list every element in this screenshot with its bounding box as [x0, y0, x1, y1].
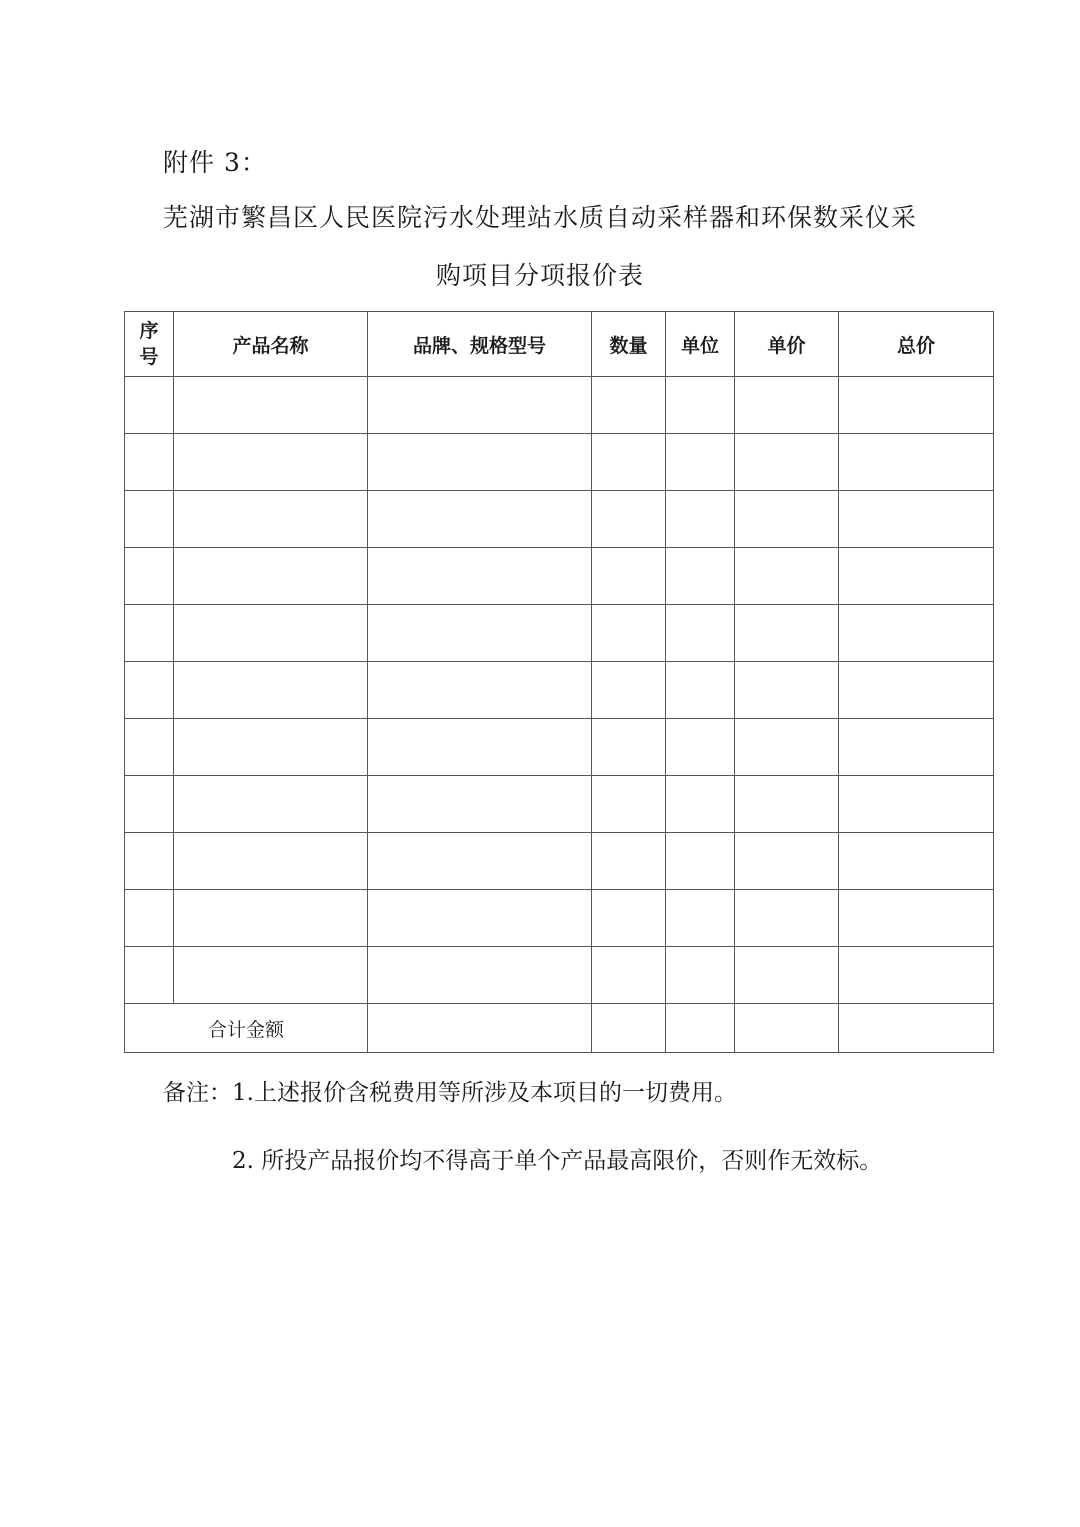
- table-cell: [125, 833, 174, 890]
- table-header-row: [125, 312, 994, 377]
- table-cell: [592, 776, 666, 833]
- table-cell: [666, 890, 735, 947]
- table-cell: [839, 548, 994, 605]
- table-cell: [735, 377, 839, 434]
- col-header-qty: 数量: [592, 312, 666, 377]
- table-cell: [174, 548, 368, 605]
- doc-title-line1: 芜湖市繁昌区人民医院污水处理站水质自动采样器和环保数采仪采: [162, 203, 917, 232]
- table-row: [125, 491, 994, 548]
- attachment-label: 附件 3：: [163, 148, 267, 177]
- table-cell: [125, 662, 174, 719]
- table-cell: [592, 947, 666, 1004]
- table-cell: [592, 833, 666, 890]
- table-cell: [174, 947, 368, 1004]
- table-cell: [368, 890, 592, 947]
- table-cell: [368, 1004, 592, 1053]
- table-cell: [839, 719, 994, 776]
- table-total-row: [125, 1004, 994, 1053]
- note-line-1: 备注：1.上述报价含税费用等所涉及本项目的一切费用。: [163, 1080, 737, 1106]
- table-cell: [592, 890, 666, 947]
- table-cell: [174, 833, 368, 890]
- table-cell: [368, 776, 592, 833]
- table-cell: [592, 491, 666, 548]
- col-header-name: 产品名称: [174, 312, 368, 377]
- table-cell: [735, 434, 839, 491]
- table-cell: [125, 947, 174, 1004]
- table-cell: [174, 719, 368, 776]
- table-cell: [839, 947, 994, 1004]
- table-row: [125, 434, 994, 491]
- table-cell: [368, 947, 592, 1004]
- table-cell: [368, 434, 592, 491]
- table-cell: [839, 434, 994, 491]
- table-cell: [368, 377, 592, 434]
- table-row: [125, 719, 994, 776]
- table-cell: [666, 1004, 735, 1053]
- table-cell: [839, 776, 994, 833]
- table-cell: [592, 662, 666, 719]
- table-cell: [666, 833, 735, 890]
- table-cell: [174, 491, 368, 548]
- table-cell: [368, 605, 592, 662]
- col-header-unit: 单位: [666, 312, 735, 377]
- table-cell: [592, 719, 666, 776]
- table-cell: [735, 719, 839, 776]
- table-cell: [125, 776, 174, 833]
- table-cell: [125, 491, 174, 548]
- table-cell: [592, 548, 666, 605]
- table-cell: [839, 662, 994, 719]
- table-cell: [666, 719, 735, 776]
- table-cell: [735, 776, 839, 833]
- table-cell: [174, 605, 368, 662]
- col-header-seq-bottom: 号: [139, 346, 159, 368]
- table-cell: [735, 662, 839, 719]
- table-cell: [125, 719, 174, 776]
- col-header-total-price: 总价: [839, 312, 994, 377]
- table-cell: [839, 833, 994, 890]
- table-cell: [735, 548, 839, 605]
- table-cell: [592, 377, 666, 434]
- table-row: [125, 947, 994, 1004]
- table-cell: [368, 833, 592, 890]
- table-row: [125, 548, 994, 605]
- table-cell: [666, 605, 735, 662]
- table-cell: [666, 491, 735, 548]
- table-row: [125, 833, 994, 890]
- table-cell: [368, 719, 592, 776]
- total-amount-label: 合计金额: [125, 1004, 368, 1053]
- table-cell: [125, 890, 174, 947]
- table-cell: [125, 434, 174, 491]
- table-row: [125, 662, 994, 719]
- table-cell: [666, 776, 735, 833]
- table-cell: [666, 548, 735, 605]
- table-cell: [735, 833, 839, 890]
- doc-title-line2: 购项目分项报价表: [435, 261, 644, 290]
- note-line-2: 2. 所投产品报价均不得高于单个产品最高限价，否则作无效标。: [232, 1148, 883, 1174]
- table-cell: [666, 434, 735, 491]
- table-cell: [125, 548, 174, 605]
- table-cell: [368, 548, 592, 605]
- table-cell: [174, 377, 368, 434]
- table-cell: [735, 890, 839, 947]
- table-cell: [735, 491, 839, 548]
- table-cell: [174, 434, 368, 491]
- table-cell: [174, 776, 368, 833]
- col-header-seq: [125, 312, 174, 377]
- col-header-brand: 品牌、规格型号: [368, 312, 592, 377]
- table-cell: [839, 491, 994, 548]
- table-cell: [368, 662, 592, 719]
- col-header-seq-top: 序: [139, 320, 159, 342]
- table-row: [125, 890, 994, 947]
- table-cell: [839, 1004, 994, 1053]
- table-cell: [735, 1004, 839, 1053]
- table-cell: [839, 377, 994, 434]
- table-cell: [666, 377, 735, 434]
- table-cell: [592, 434, 666, 491]
- table-cell: [125, 377, 174, 434]
- table-row: [125, 776, 994, 833]
- table-cell: [666, 662, 735, 719]
- table-row: [125, 605, 994, 662]
- quote-table: [124, 311, 994, 1053]
- table-cell: [839, 890, 994, 947]
- table-cell: [174, 662, 368, 719]
- col-header-unit-price: 单价: [735, 312, 839, 377]
- table-body: [125, 377, 994, 1053]
- table-cell: [174, 890, 368, 947]
- table-cell: [839, 605, 994, 662]
- table-cell: [666, 947, 735, 1004]
- table-cell: [592, 605, 666, 662]
- table-cell: [735, 947, 839, 1004]
- table-cell: [735, 605, 839, 662]
- table-row: [125, 377, 994, 434]
- table-cell: [125, 605, 174, 662]
- table-cell: [368, 491, 592, 548]
- table-cell: [592, 1004, 666, 1053]
